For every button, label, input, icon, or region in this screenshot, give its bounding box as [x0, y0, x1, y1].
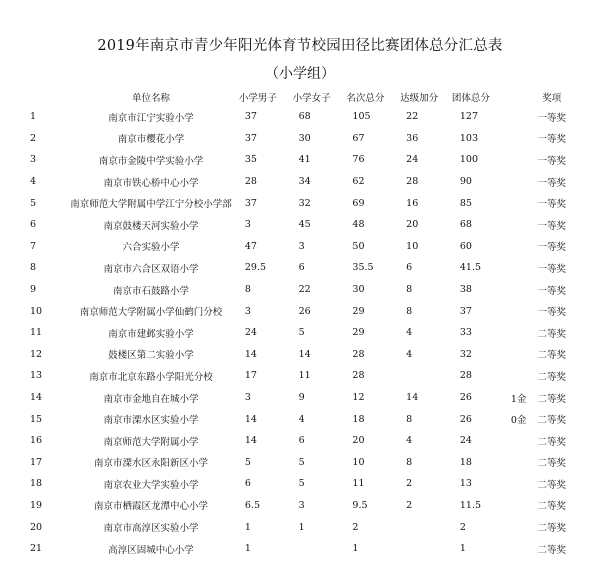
unit-name: 南京市栖霞区龙潭中心小学 — [93, 501, 208, 513]
award: 一等奖 — [537, 155, 566, 167]
girls-score: 5 — [298, 327, 305, 339]
unit-name: 鼓楼区第二实验小学 — [108, 350, 194, 362]
rank-points: 11 — [352, 478, 365, 490]
unit-name: 南京市溧水区实验小学 — [103, 415, 199, 427]
standard-bonus: 4 — [406, 435, 413, 447]
table-row — [30, 171, 575, 193]
table-row — [30, 192, 575, 214]
gold-count: 1金 — [510, 393, 527, 405]
team-total: 13 — [459, 478, 472, 490]
team-total: 103 — [459, 132, 479, 144]
row-index: 10 — [30, 305, 43, 317]
row-index: 20 — [30, 521, 43, 533]
gold-count — [497, 214, 528, 236]
standard-bonus: 8 — [406, 284, 413, 296]
gold-count — [497, 495, 528, 517]
table-row — [30, 322, 575, 344]
girls-score: 22 — [298, 284, 311, 296]
standard-bonus: 8 — [406, 305, 413, 317]
gold-count — [497, 128, 528, 150]
team-total: 90 — [459, 176, 472, 188]
standard-bonus: 24 — [406, 154, 419, 166]
team-total: 2 — [459, 521, 466, 533]
team-total: 1 — [459, 543, 466, 555]
rank-points: 69 — [352, 197, 365, 209]
team-total: 18 — [459, 456, 472, 468]
boys-score: 47 — [244, 240, 257, 252]
row-index: 18 — [30, 478, 43, 490]
gold-count — [497, 365, 528, 387]
team-total: 68 — [459, 219, 472, 231]
award: 一等奖 — [537, 112, 566, 124]
boys-score: 37 — [244, 197, 257, 209]
gold-count — [497, 106, 528, 128]
row-index: 7 — [30, 240, 37, 252]
standard-bonus: 6 — [406, 262, 413, 274]
gold-count: 0金 — [510, 415, 527, 427]
gold-count — [497, 171, 528, 193]
rank-points: 1 — [352, 543, 359, 555]
standard-bonus: 10 — [406, 240, 419, 252]
gold-count — [497, 430, 528, 452]
gold-count — [497, 538, 528, 560]
rank-points: 20 — [352, 435, 365, 447]
team-score-table — [30, 88, 575, 559]
row-index: 19 — [30, 499, 43, 511]
table-row — [30, 430, 575, 452]
unit-name: 南京市江宁实验小学 — [108, 112, 194, 124]
standard-bonus: 16 — [406, 197, 419, 209]
header-award: 奖项 — [542, 93, 562, 104]
document-title: 2019年南京市青少年阳光体育节校园田径比赛团体总分汇总表 — [97, 38, 503, 54]
award: 一等奖 — [537, 307, 566, 319]
rank-points: 67 — [352, 132, 365, 144]
team-total: 33 — [459, 327, 472, 339]
boys-score: 17 — [244, 370, 257, 382]
rank-points: 50 — [352, 240, 365, 252]
girls-score: 6 — [298, 262, 305, 274]
unit-name: 南京农业大学实验小学 — [103, 479, 199, 491]
girls-score: 11 — [298, 370, 311, 382]
table-row — [30, 214, 575, 236]
table-row — [30, 538, 575, 560]
standard-bonus: 8 — [406, 413, 413, 425]
header-rank-points: 名次总分 — [346, 93, 385, 104]
award: 一等奖 — [537, 199, 566, 211]
rank-points: 48 — [352, 219, 365, 231]
row-index: 5 — [30, 197, 37, 209]
team-total: 85 — [459, 197, 472, 209]
boys-score: 6 — [244, 478, 251, 490]
boys-score: 5 — [244, 456, 251, 468]
standard-bonus — [400, 538, 452, 560]
team-total: 26 — [459, 413, 472, 425]
unit-name: 南京市六合区双语小学 — [103, 263, 199, 275]
table-row — [30, 236, 575, 258]
unit-name: 南京市石鼓路小学 — [112, 285, 189, 297]
boys-score: 29.5 — [244, 262, 267, 274]
boys-score: 35 — [244, 154, 257, 166]
girls-score: 14 — [298, 348, 311, 360]
rank-points: 35.5 — [352, 262, 374, 274]
girls-score — [293, 538, 347, 560]
girls-score: 68 — [298, 111, 311, 123]
table-row — [30, 495, 575, 517]
award: 一等奖 — [537, 285, 566, 297]
gold-count — [497, 257, 528, 279]
award: 二等奖 — [537, 523, 566, 535]
unit-name: 南京师范大学附属中学江宁分校小学部 — [70, 199, 232, 211]
girls-score: 5 — [298, 478, 305, 490]
header-team-total: 团体总分 — [451, 93, 490, 104]
award: 二等奖 — [537, 350, 566, 362]
row-index: 3 — [30, 154, 37, 166]
boys-score: 14 — [244, 435, 257, 447]
gold-count — [497, 279, 528, 301]
award: 二等奖 — [537, 436, 566, 448]
award: 二等奖 — [537, 544, 566, 556]
table-row — [30, 387, 575, 409]
header-row — [30, 88, 575, 106]
rank-points: 12 — [352, 392, 365, 404]
table-row — [30, 473, 575, 495]
row-index: 13 — [30, 370, 43, 382]
award: 二等奖 — [537, 415, 566, 427]
rank-points: 10 — [352, 456, 365, 468]
row-index: 8 — [30, 262, 37, 274]
girls-score: 3 — [298, 240, 305, 252]
girls-score: 9 — [298, 392, 305, 404]
document-subtitle: （小学组） — [265, 66, 335, 82]
row-index: 2 — [30, 132, 37, 144]
unit-name: 南京市高淳区实验小学 — [103, 523, 199, 535]
gold-count — [497, 473, 528, 495]
row-index: 21 — [30, 543, 43, 555]
standard-bonus: 2 — [406, 478, 413, 490]
table-body — [30, 106, 575, 559]
gold-count — [497, 452, 528, 474]
girls-score: 34 — [298, 176, 311, 188]
boys-score: 37 — [244, 111, 257, 123]
rank-points: 29 — [352, 327, 365, 339]
team-total: 37 — [459, 305, 472, 317]
row-index: 6 — [30, 219, 37, 231]
header-standard-bonus: 达级加分 — [400, 93, 439, 104]
team-total: 127 — [459, 111, 479, 123]
row-index: 9 — [30, 284, 37, 296]
unit-name: 南京市铁心桥中心小学 — [103, 177, 199, 189]
gold-count — [497, 322, 528, 344]
team-total: 24 — [459, 435, 472, 447]
team-total: 11.5 — [459, 499, 482, 511]
girls-score: 26 — [298, 305, 311, 317]
award: 二等奖 — [537, 501, 566, 513]
team-total: 100 — [459, 154, 479, 166]
table-row — [30, 300, 575, 322]
girls-score: 5 — [298, 456, 305, 468]
standard-bonus: 14 — [406, 392, 419, 404]
award: 一等奖 — [537, 177, 566, 189]
team-total: 41.5 — [459, 262, 482, 274]
table-header — [30, 88, 575, 106]
standard-bonus: 28 — [406, 176, 419, 188]
gold-count — [497, 149, 528, 171]
header-boys: 小学男子 — [238, 93, 277, 104]
girls-score: 4 — [298, 413, 305, 425]
rank-points: 62 — [352, 176, 365, 188]
boys-score: 1 — [244, 521, 251, 533]
boys-score: 14 — [244, 348, 257, 360]
award: 一等奖 — [537, 242, 566, 254]
unit-name: 南京市建邺实验小学 — [108, 328, 194, 340]
award: 二等奖 — [537, 458, 566, 470]
award: 一等奖 — [537, 134, 566, 146]
rank-points: 29 — [352, 305, 365, 317]
table-row — [30, 452, 575, 474]
team-total: 32 — [459, 348, 472, 360]
rank-points: 30 — [352, 284, 365, 296]
team-total: 38 — [459, 284, 472, 296]
unit-name: 南京鼓楼天河实验小学 — [103, 220, 199, 232]
standard-bonus: 4 — [406, 327, 413, 339]
table-row — [30, 106, 575, 128]
standard-bonus: 36 — [406, 132, 419, 144]
unit-name: 南京师范大学附属小学仙鹤门分校 — [79, 307, 223, 319]
girls-score: 1 — [298, 521, 305, 533]
rank-points: 28 — [352, 348, 365, 360]
header-unit-name: 单位名称 — [131, 93, 170, 104]
gold-count — [497, 236, 528, 258]
gold-count — [497, 192, 528, 214]
table-row — [30, 365, 575, 387]
boys-score: 3 — [244, 219, 251, 231]
girls-score: 6 — [298, 435, 305, 447]
table-row — [30, 408, 575, 430]
boys-score: 37 — [244, 132, 257, 144]
header-gold — [497, 88, 528, 106]
table-row — [30, 128, 575, 150]
girls-score: 41 — [298, 154, 311, 166]
girls-score: 30 — [298, 132, 311, 144]
table-row — [30, 344, 575, 366]
header-girls: 小学女子 — [292, 93, 331, 104]
boys-score: 3 — [244, 392, 251, 404]
row-index: 4 — [30, 176, 37, 188]
standard-bonus: 20 — [406, 219, 419, 231]
girls-score: 3 — [298, 499, 305, 511]
table-row — [30, 279, 575, 301]
award: 二等奖 — [537, 479, 566, 491]
boys-score: 14 — [244, 413, 257, 425]
gold-count — [497, 300, 528, 322]
team-total: 28 — [459, 370, 472, 382]
gold-count — [497, 344, 528, 366]
award: 一等奖 — [537, 263, 566, 275]
award: 二等奖 — [537, 328, 566, 340]
standard-bonus: 4 — [406, 348, 413, 360]
row-index: 11 — [30, 327, 43, 339]
award: 二等奖 — [537, 371, 566, 383]
rank-points: 28 — [352, 370, 365, 382]
header-index — [30, 88, 63, 106]
boys-score: 6.5 — [244, 499, 260, 511]
row-index: 14 — [30, 392, 43, 404]
row-index: 17 — [30, 456, 43, 468]
boys-score: 8 — [244, 284, 251, 296]
row-index: 1 — [30, 111, 37, 123]
unit-name: 南京市北京东路小学阳光分校 — [89, 371, 213, 383]
rank-points: 76 — [352, 154, 365, 166]
rank-points: 2 — [352, 521, 359, 533]
award: 二等奖 — [537, 393, 566, 405]
standard-bonus: 2 — [406, 499, 413, 511]
unit-name: 南京市溧水区永阳新区小学 — [93, 458, 208, 470]
boys-score: 28 — [244, 176, 257, 188]
standard-bonus — [400, 516, 452, 538]
rank-points: 105 — [352, 111, 371, 123]
row-index: 15 — [30, 413, 43, 425]
unit-name: 南京市金陵中学实验小学 — [98, 155, 204, 167]
unit-name: 南京师范大学附属小学 — [103, 436, 199, 448]
standard-bonus — [400, 365, 452, 387]
row-index: 12 — [30, 348, 43, 360]
unit-name: 高淳区固城中心小学 — [108, 544, 194, 556]
girls-score: 32 — [298, 197, 311, 209]
table-row — [30, 149, 575, 171]
boys-score: 24 — [244, 327, 257, 339]
team-total: 60 — [459, 240, 472, 252]
boys-score: 3 — [244, 305, 251, 317]
girls-score: 45 — [298, 219, 311, 231]
boys-score: 1 — [244, 543, 251, 555]
award: 一等奖 — [537, 220, 566, 232]
unit-name: 南京市樱花小学 — [117, 134, 185, 146]
team-total: 26 — [459, 392, 472, 404]
gold-count — [497, 516, 528, 538]
table-row — [30, 257, 575, 279]
unit-name: 南京市金地自在城小学 — [103, 393, 199, 405]
rank-points: 18 — [352, 413, 365, 425]
rank-points: 9.5 — [352, 499, 368, 511]
standard-bonus: 8 — [406, 456, 413, 468]
unit-name: 六合实验小学 — [122, 242, 180, 254]
standard-bonus: 22 — [406, 111, 419, 123]
table-row — [30, 516, 575, 538]
row-index: 16 — [30, 435, 43, 447]
